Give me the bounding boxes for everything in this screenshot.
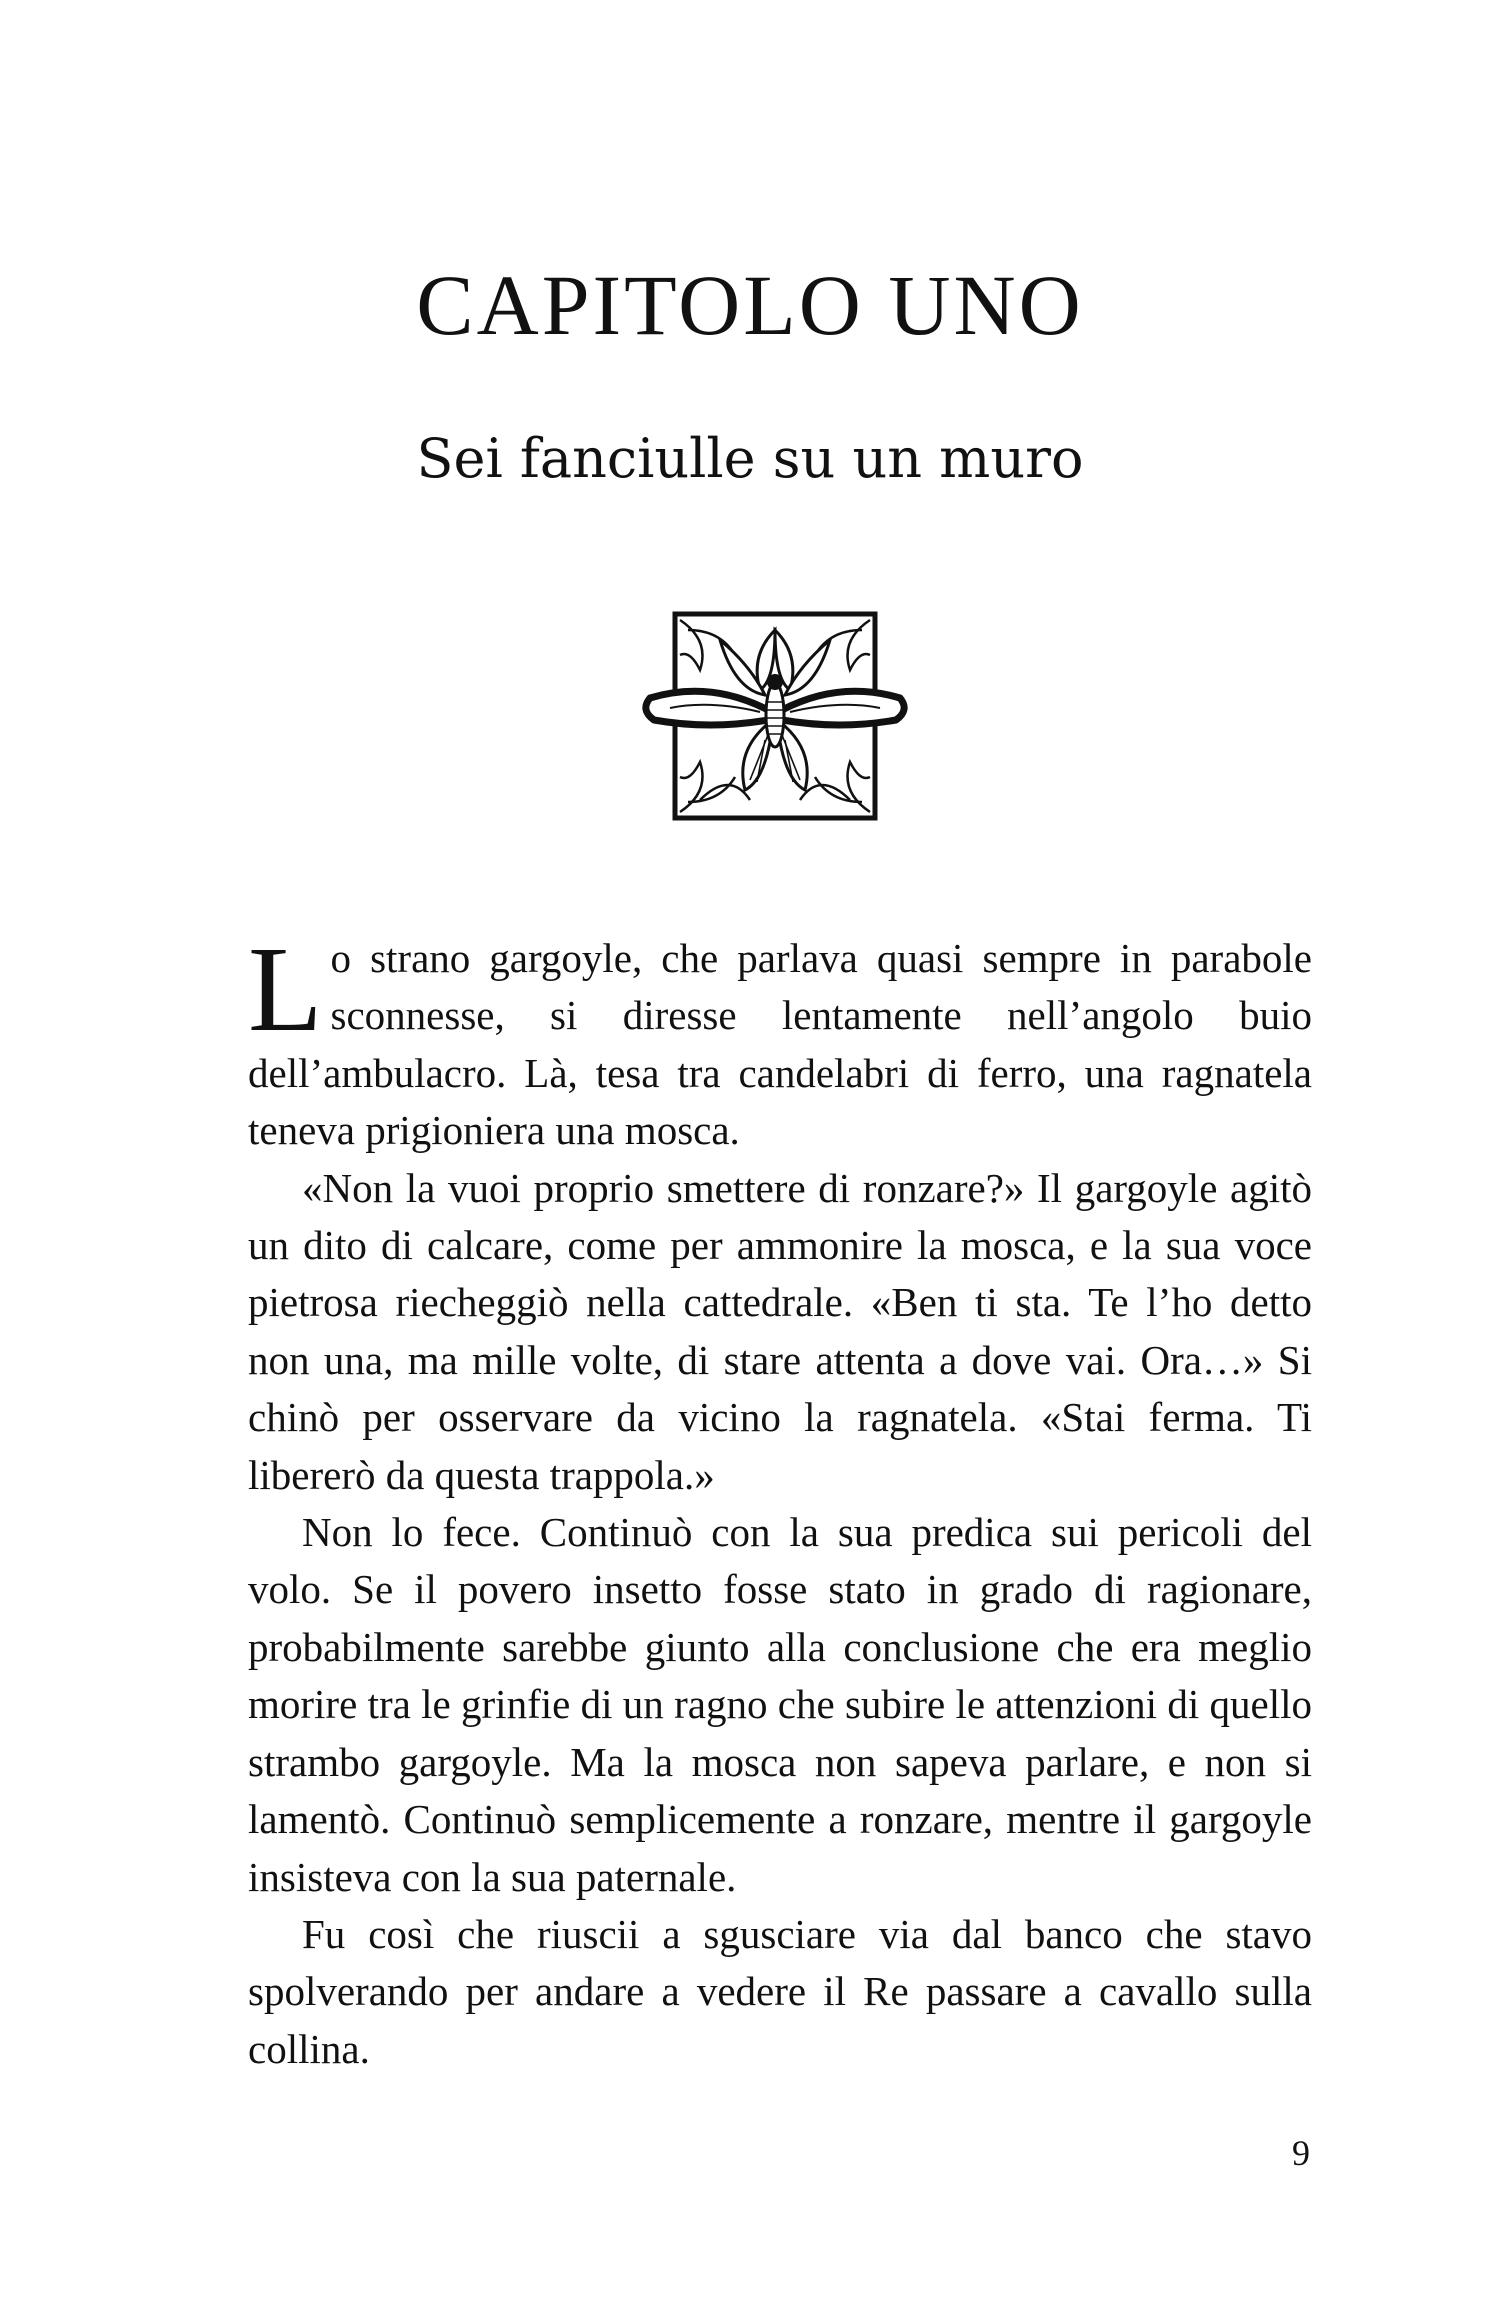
- moth-ornament-icon: [640, 610, 910, 825]
- paragraph: Non lo fece. Continuò con la sua predica sui pericoli del volo. Se il povero insetto fosse stato in grado di ragionare, probabilmente sarebbe giunto alla conclusione che era meglio morire tra le grinfie di un ragno che subire le attenzioni di quello strambo gargoyle. Ma la mosca non sapeva parlare, e non si lamentò. Continuò semplicemente a ronzare, mentre il gargoyle insisteva con la sua paternale.: [248, 1509, 1312, 1900]
- drop-cap: L: [248, 922, 323, 1057]
- paragraph: [248, 922, 1312, 1160]
- chapter-title: CAPITOLO UNO: [416, 257, 1084, 353]
- paragraph: «Non la vuoi proprio smettere di ronzare?» Il gargoyle agitò un dito di calcare, come per ammonire la mosca, e la sua voce pietrosa riecheggiò nella cattedrale. «Ben ti sta. Te l’ho detto non una, ma mille volte, di stare attenta a dove vai. Ora…» Si chinò per osservare da vicino la ragnatela. «Stai ferma. Ti libererò da questa trappola.»: [248, 1164, 1312, 1498]
- chapter-body: [248, 922, 1312, 2078]
- paragraph: Fu così che riuscii a sgusciare via dal banco che stavo spolverando per andare a vedere il Re passare a cavallo sulla collina.: [248, 1910, 1312, 2072]
- paragraph-text: o strano gargoyle, che parlava quasi sempre in parabole sconnesse, si diresse lentamente nell’angolo buio dell’ambulacro. Là, tesa tra candelabri di ferro, una ragnatela teneva prigioniera una mosca.: [248, 935, 1312, 1154]
- chapter-subtitle: Sei fanciulle su un muro: [416, 427, 1084, 490]
- page-number: 9: [1292, 2133, 1310, 2173]
